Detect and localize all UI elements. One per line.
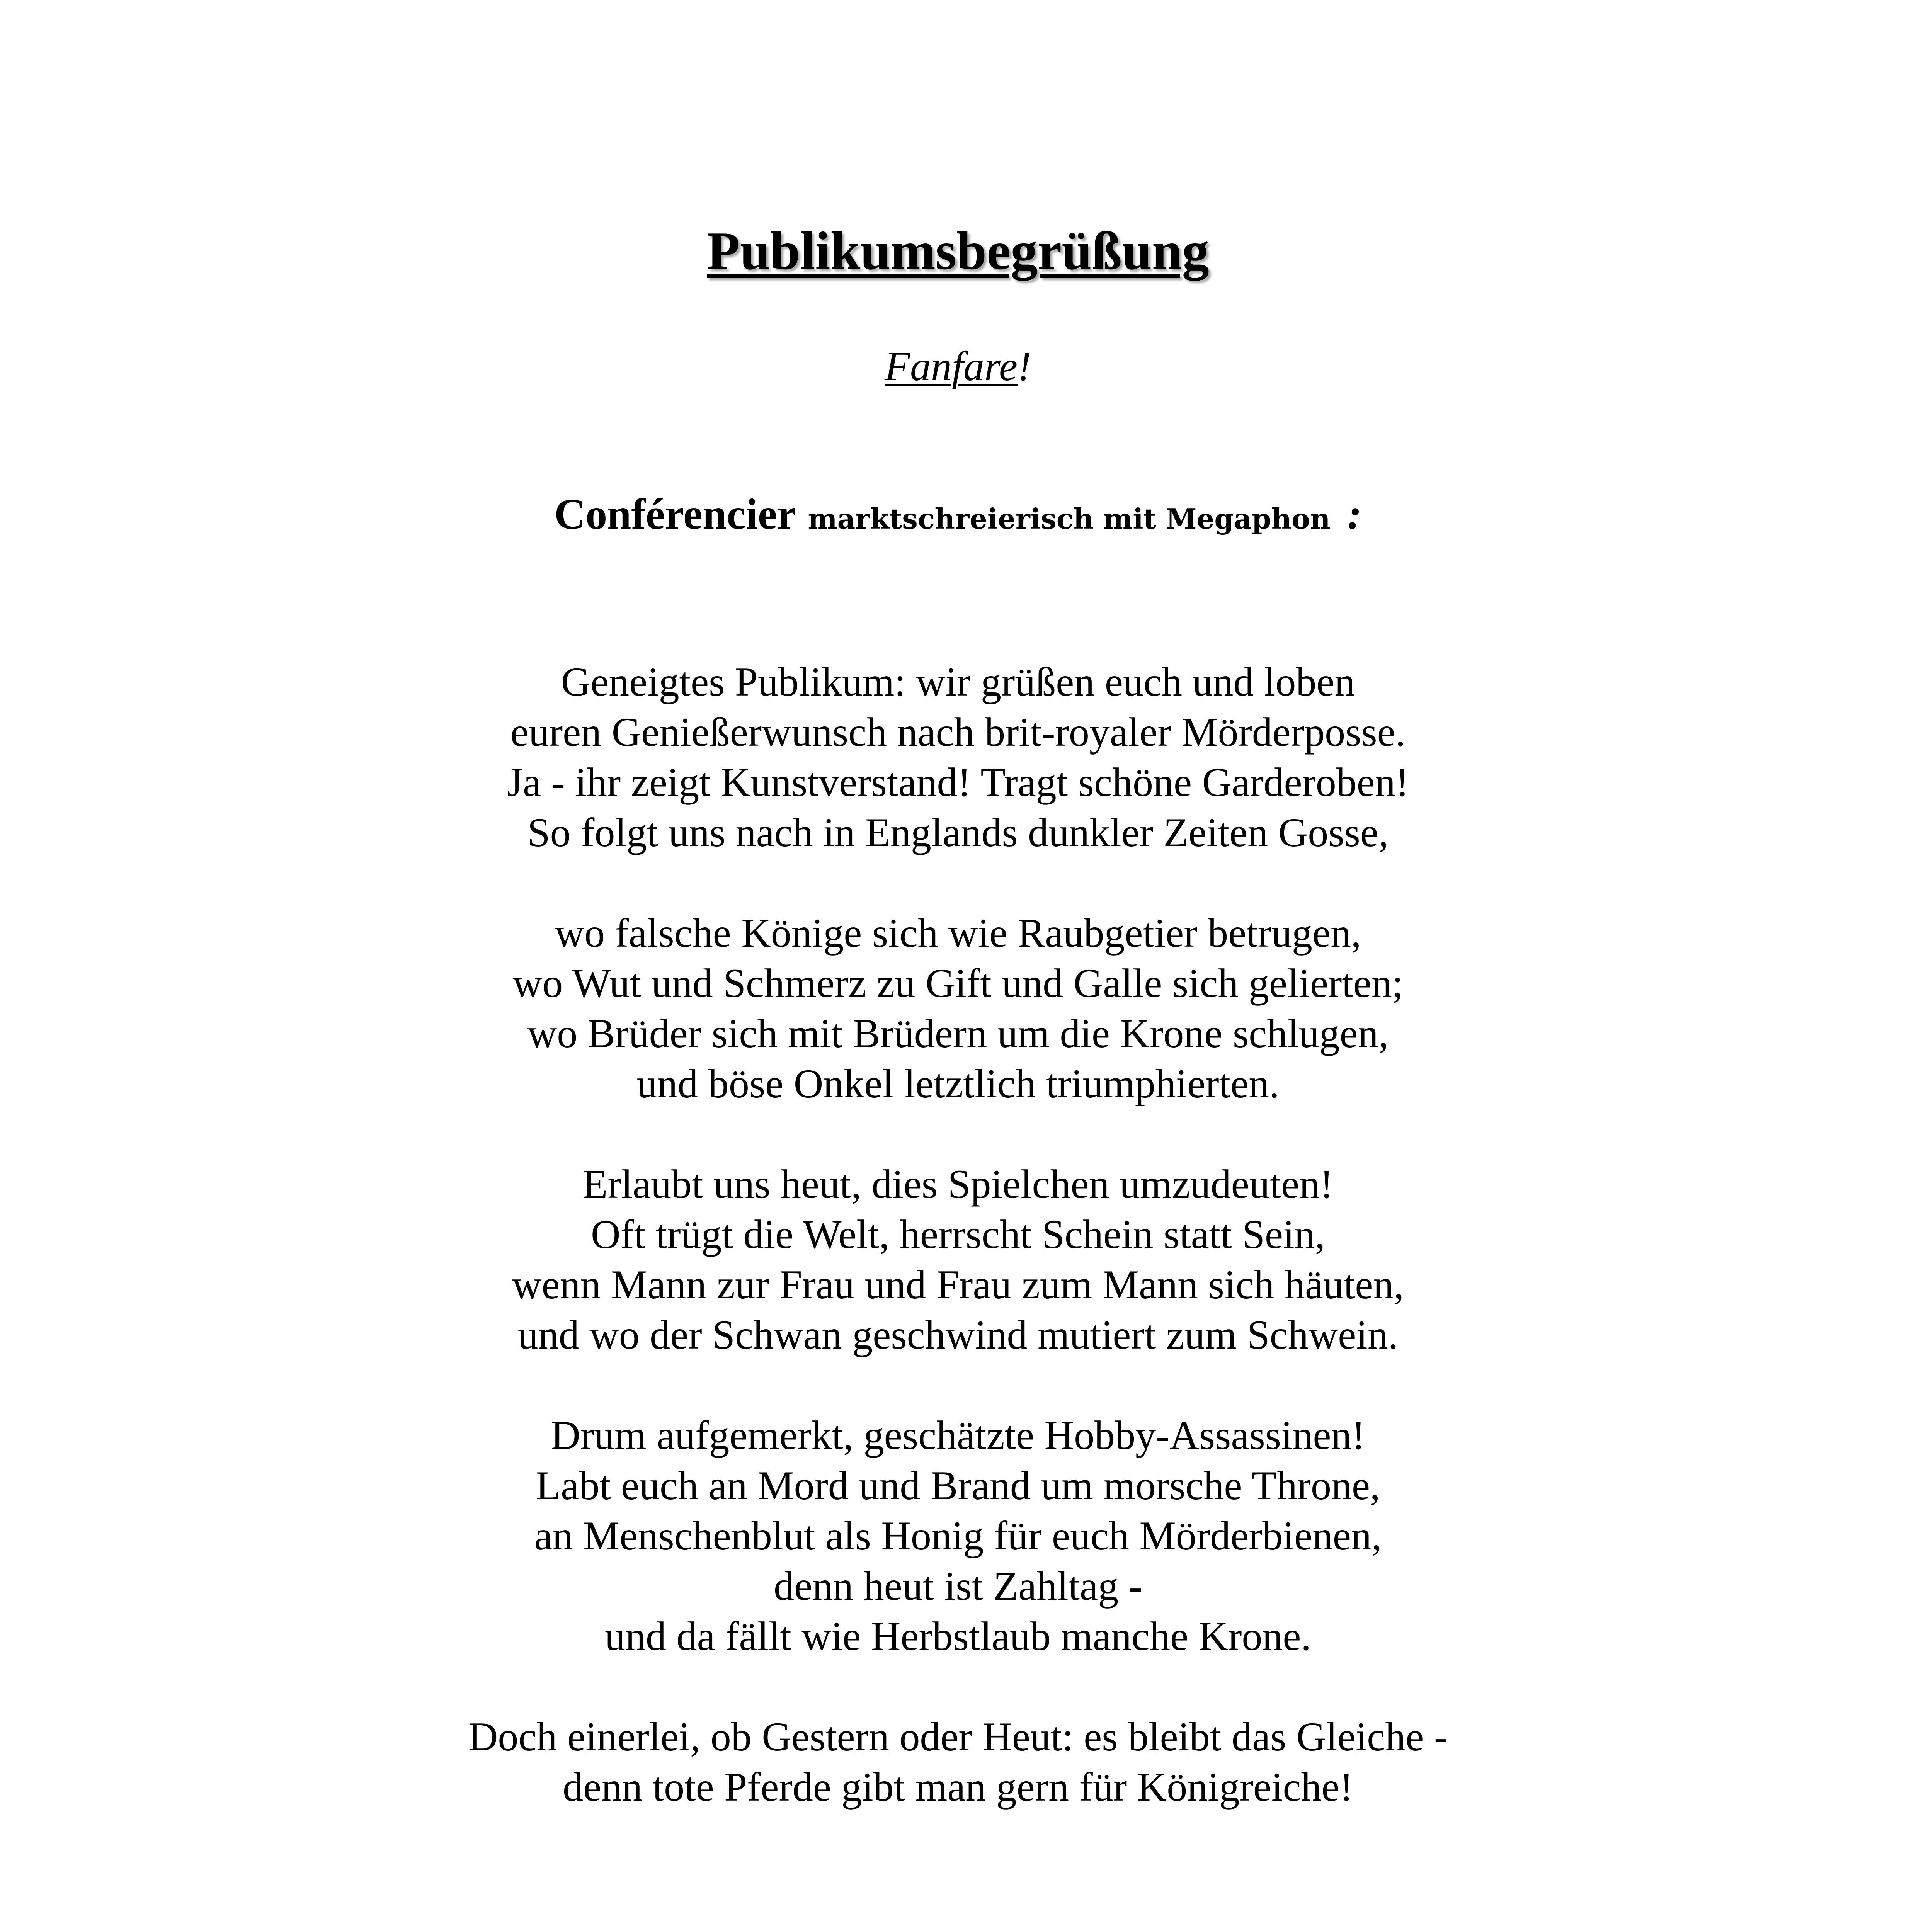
verse-line: wo Brüder sich mit Brüdern um die Krone schlugen,	[527, 1011, 1389, 1056]
verse-line: Ja - ihr zeigt Kunstverstand! Tragt schöne Garderoben!	[507, 760, 1409, 805]
verse-block	[0, 657, 1916, 1862]
verse-line: wo Wut und Schmerz zu Gift und Galle sich gelierten;	[512, 961, 1404, 1006]
verse-line: an Menschenblut als Honig für euch Mörderbienen,	[534, 1513, 1382, 1558]
verse-line: wenn Mann zur Frau und Frau zum Mann sich häuten,	[512, 1262, 1404, 1307]
stanza-2	[0, 908, 1916, 1109]
opening-stage-cue	[0, 346, 1916, 388]
speaker-name: Conférencier	[554, 490, 796, 538]
verse-line: Oft trügt die Welt, herrscht Schein statt Sein,	[590, 1212, 1326, 1257]
verse-line: und da fällt wie Herbstlaub manche Krone.	[605, 1614, 1311, 1659]
verse-line: denn heut ist Zahltag -	[774, 1563, 1142, 1609]
stanza-5	[0, 1712, 1916, 1812]
verse-line: Geneigtes Publikum: wir grüßen euch und loben	[561, 659, 1355, 704]
page-title: Publikumsbegrüßung	[707, 221, 1209, 281]
verse-line: wo falsche Könige sich wie Raubgetier betrugen,	[555, 910, 1361, 956]
stage-direction: marktschreierisch mit Megaphon	[808, 502, 1331, 535]
verse-line: Labt euch an Mord und Brand um morsche Throne,	[536, 1463, 1380, 1508]
stanza-1	[0, 657, 1916, 858]
stanza-4	[0, 1410, 1916, 1662]
speaker-colon: :	[1347, 490, 1362, 538]
opening-cue-punctuation: !	[1017, 344, 1031, 389]
verse-line: So folgt uns nach in Englands dunkler Zeiten Gosse,	[527, 810, 1389, 855]
verse-line: denn tote Pferde gibt man gern für Königreiche!	[563, 1764, 1353, 1810]
verse-line: euren Genießerwunsch nach brit-royaler Mörderposse.	[510, 709, 1406, 755]
verse-line: und böse Onkel letztlich triumphierten.	[636, 1061, 1280, 1106]
verse-line: und wo der Schwan geschwind mutiert zum Schwein.	[517, 1312, 1399, 1357]
verse-line: Doch einerlei, ob Gestern oder Heut: es bleibt das Gleiche -	[468, 1714, 1448, 1759]
opening-cue-word: Fanfare	[885, 344, 1018, 389]
stanza-3	[0, 1159, 1916, 1360]
verse-line: Drum aufgemerkt, geschätzte Hobby-Assassinen!	[551, 1413, 1365, 1458]
speaker-line	[0, 490, 1916, 538]
verse-line: Erlaubt uns heut, dies Spielchen umzudeuten!	[582, 1162, 1334, 1207]
